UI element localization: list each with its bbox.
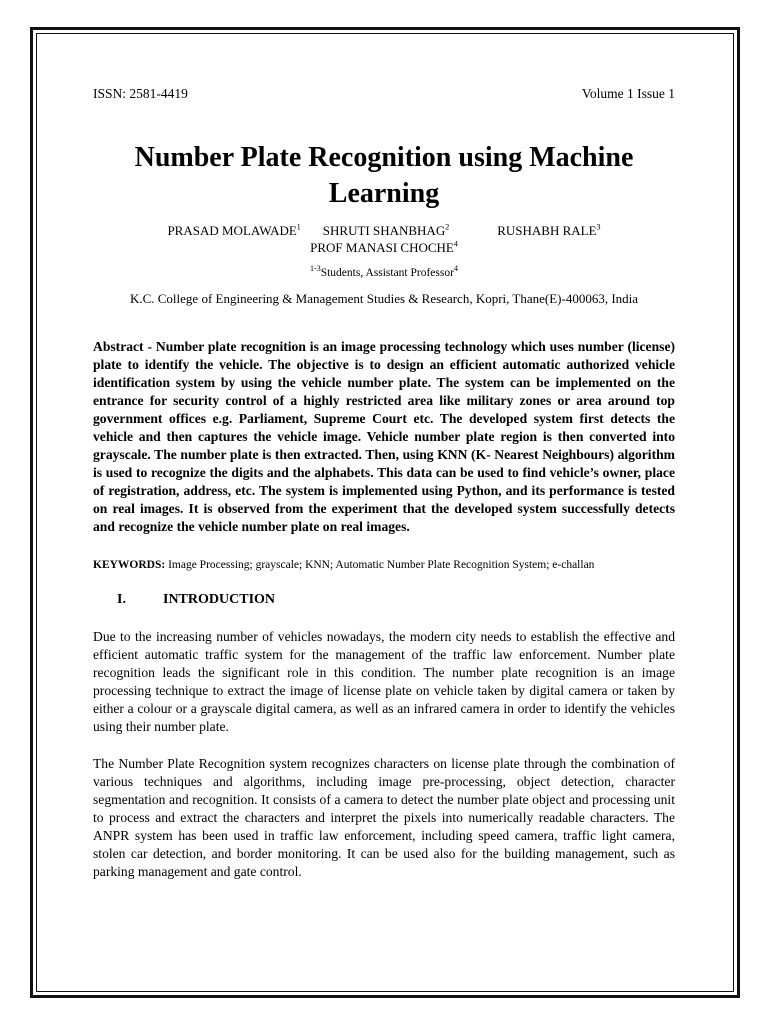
author: PROF MANASI CHOCHE$^4$ <box>310 239 458 255</box>
affiliation: $^{1-3}$Students, Assistant Professor$^4$ <box>310 264 458 279</box>
paragraph: Due to the increasing number of vehicles nowadays, the modern city needs to establish the effective and efficient automatic traffic system for the management of the traffic law enforcement. Number plate recognition leads the significant role in this condition. The number plate recognition is an image processing technique to extract the image of license plate on vehicle taken by digital camera or taken by either a colour or a grayscale digital camera, as well as an infrared camera in order to identify the vehicles using their number plate. <box>93 629 675 734</box>
paper-title: Number Plate Recognition using Machine Learning <box>134 142 634 209</box>
running-header <box>93 85 675 103</box>
section-number: I. <box>117 592 126 607</box>
authors-row <box>93 222 675 239</box>
keywords-text: Image Processing; grayscale; KNN; Automatic Number Plate Recognition System; e-challan <box>165 559 595 571</box>
section-heading <box>93 591 675 609</box>
abstract: Abstract - Number plate recognition is an image processing technology which uses number (license) plate to identify the vehicle. The objective is to design an efficient automatic authorized vehicle identification system by using the vehicle number plate. The system can be implemented on the entrance for security control of a highly restricted area like military zones or area around top government offices e.g. Parliament, Supreme Court etc. The developed system first detects the vehicle and then captures the vehicle image. Vehicle number plate region is then converted into grayscale. The number plate is then extracted. Then, using KNN (K- Nearest Neighbours) algorithm is used to recognize the digits and the alphabets. This data can be used to find vehicle’s owner, place of registration, address, etc. The system is implemented using Python, and its performance is tested on real images. It is observed from the experiment that the developed system successfully detects and recognize the vehicle number plate on real images. <box>93 339 675 534</box>
author: SHRUTI SHANBHAG$^2$ <box>322 222 450 238</box>
issn-label: ISSN: 2581-4419 <box>93 86 188 101</box>
college-address: K.C. College of Engineering & Management Studies & Research, Kopri, Thane(E)-400063, India <box>129 291 639 306</box>
volume-label: Volume 1 Issue 1 <box>581 86 675 101</box>
keywords-label: KEYWORDS: <box>93 559 166 571</box>
paragraph: The Number Plate Recognition system recognizes characters on license plate through the combination of various techniques and algorithms, including image pre-processing, object detection, character segmentation and recognition. It consists of a camera to detect the number plate object and processing unit to process and extract the characters and interpret the pixels into numerically readable characters. The ANPR system has been used in traffic law enforcement, including speed camera, traffic light camera, stolen car detection, and border monitoring. It can be used also for the building management, such as parking management and gate control. <box>93 756 675 879</box>
keywords <box>93 557 675 573</box>
section-title: INTRODUCTION <box>163 592 276 607</box>
author: PRASAD MOLAWADE$^1$ <box>167 222 301 238</box>
page-content <box>93 85 675 881</box>
author: RUSHABH RALE$^3$ <box>497 222 601 238</box>
authors-row-2 <box>93 239 675 256</box>
